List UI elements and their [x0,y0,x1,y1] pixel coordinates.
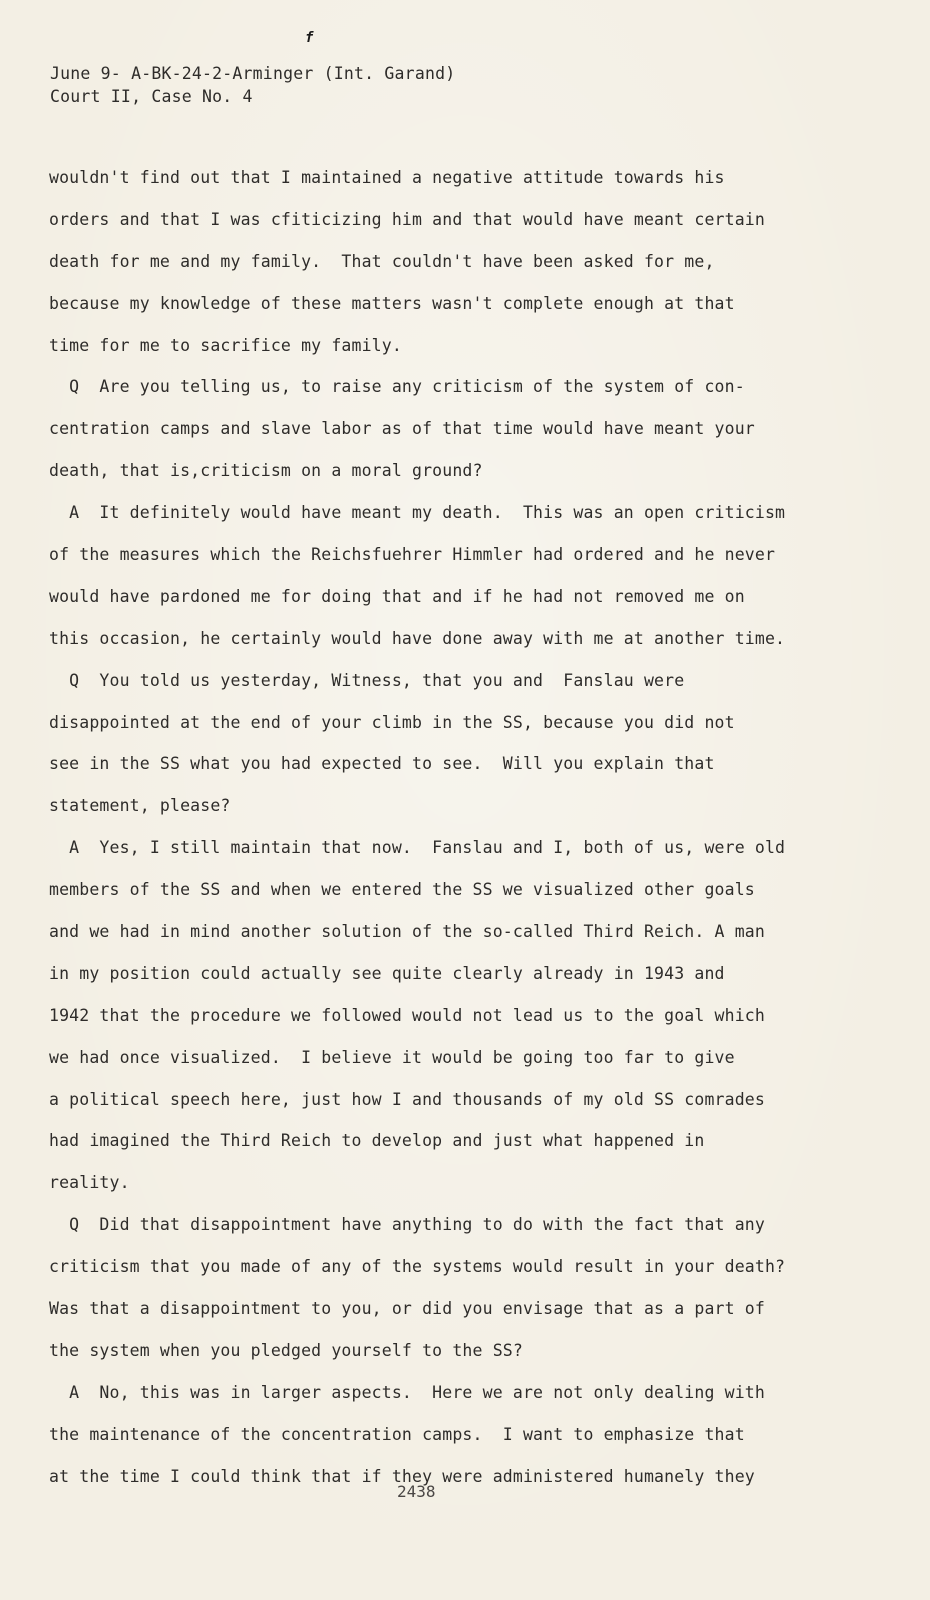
transcript-line: had imagined the Third Reich to develop and just what happened in [49,1131,705,1151]
transcript-line: we had once visualized. I believe it would be going too far to give [49,1047,735,1067]
transcript-line: A It definitely would have meant my death. This was an open criticism [49,503,786,523]
transcript-line: disappointed at the end of your climb in the SS, because you did not [49,712,735,732]
transcript-line: statement, please? [49,796,231,816]
transcript-line: A Yes, I still maintain that now. Fanslau and I, both of us, were old [49,838,786,858]
transcript-line: would have pardoned me for doing that and if he had not removed me on [49,586,745,606]
transcript-line: Q Are you telling us, to raise any criticism of the system of con- [49,377,745,397]
transcript-line: a political speech here, just how I and thousands of my old SS comrades [49,1089,765,1109]
document-header [50,62,870,108]
page-number: 2438 [397,1482,436,1501]
transcript-line: Q Did that disappointment have anything to do with the fact that any [49,1215,765,1235]
header-line-court: Court II, Case No. 4 [50,87,253,106]
transcript-line: centration camps and slave labor as of that time would have meant your [49,419,755,439]
transcript-line: and we had in mind another solution of the so-called Third Reich. A man [49,922,765,942]
transcript-line: wouldn't find out that I maintained a negative attitude towards his [49,168,725,187]
transcript-line: 1942 that the procedure we followed would not lead us to the goal which [49,1005,765,1025]
transcript-line: of the measures which the Reichsfuehrer Himmler had ordered and he never [49,545,776,565]
transcript-body [49,165,869,1506]
header-line-session: June 9- A-BK-24-2-Arminger (Int. Garand) [50,64,456,83]
transcript-line: Q You told us yesterday, Witness, that you and Fanslau were [49,670,685,690]
transcript-line: the system when you pledged yourself to the SS? [49,1340,523,1360]
transcript-line: because my knowledge of these matters wasn't complete enough at that [49,293,735,313]
handwritten-mark: f [305,30,314,46]
transcript-line: at the time I could think that if they were administered humanely they [49,1466,755,1486]
transcript-line: the maintenance of the concentration camps. I want to emphasize that [49,1424,745,1444]
transcript-line: A No, this was in larger aspects. Here we are not only dealing with [49,1382,765,1402]
transcript-line: orders and that I was cfiticizing him and that would have meant certain [49,209,765,229]
transcript-line: this occasion, he certainly would have done away with me at another time. [49,628,786,648]
transcript-line: see in the SS what you had expected to see. Will you explain that [49,754,715,774]
transcript-line: time for me to sacrifice my family. [49,335,402,355]
transcript-line: members of the SS and when we entered the SS we visualized other goals [49,880,755,900]
transcript-line: reality. [49,1173,130,1193]
transcript-line: death for me and my family. That couldn't have been asked for me, [49,251,715,271]
transcript-line: in my position could actually see quite clearly already in 1943 and [49,963,725,983]
transcript-line: death, that is,criticism on a moral ground? [49,461,483,481]
transcript-line: criticism that you made of any of the systems would result in your death? [49,1257,786,1277]
transcript-line: Was that a disappointment to you, or did you envisage that as a part of [49,1299,765,1319]
